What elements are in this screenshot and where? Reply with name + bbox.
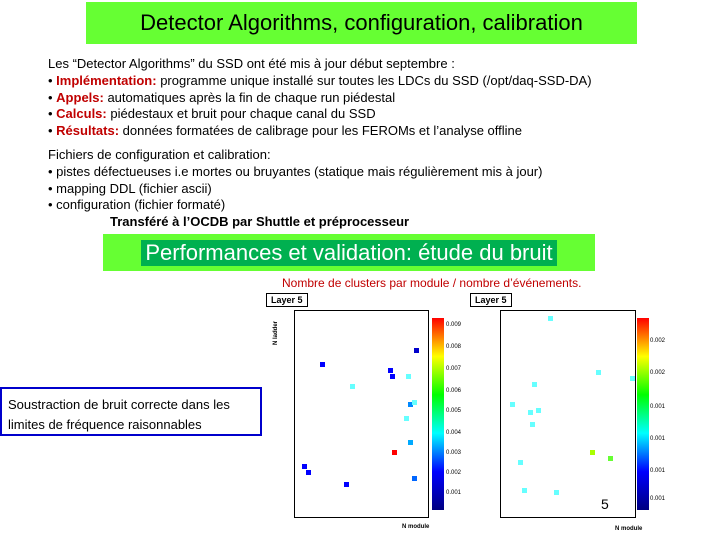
colorbar-tick: 0.008 — [446, 344, 462, 350]
list-item: • Résultats: données formatées de calibrage pour les FEROMs et l’analyse offline — [48, 123, 523, 139]
colorbar — [637, 318, 649, 510]
colorbar-tick: 0.001 — [650, 404, 666, 410]
noise-cell — [554, 490, 559, 495]
noise-cell — [518, 460, 523, 465]
plot-area — [294, 310, 429, 518]
noise-cell — [388, 368, 393, 373]
noise-cell — [528, 410, 533, 415]
noise-cell — [522, 488, 527, 493]
colorbar-tick: 0.009 — [446, 322, 462, 328]
plot-area — [500, 310, 636, 518]
noise-cell — [392, 450, 397, 455]
noise-cell — [532, 382, 537, 387]
noise-cell — [548, 316, 553, 321]
noise-cell — [404, 416, 409, 421]
slide-title — [86, 2, 637, 44]
noise-plot-right — [470, 290, 670, 538]
colorbar-tick: 0.005 — [446, 408, 462, 414]
noise-cell — [414, 348, 419, 353]
list-item: • pistes défectueuses i.e mortes ou bruyantes (statique mais régulièrement mis à jour) — [48, 163, 543, 179]
noise-cell — [302, 464, 307, 469]
performance-title — [103, 234, 595, 271]
detector-algorithms-section — [48, 56, 708, 140]
noise-cell — [630, 376, 635, 381]
noise-cell — [412, 476, 417, 481]
section2-intro: Fichiers de configuration et calibration: — [48, 147, 271, 162]
colorbar-tick: 0.006 — [446, 388, 462, 394]
noise-cell — [306, 470, 311, 475]
noise-cell — [608, 456, 613, 461]
colorbar-tick: 0.001 — [650, 436, 666, 442]
list-item: • Appels: automatiques après la fin de chaque run piédestal — [48, 89, 396, 105]
list-item: • Calculs: piédestaux et bruit pour chaque canal du SSD — [48, 106, 376, 122]
performance-title-text: Performances et validation: étude du bruit — [141, 240, 556, 266]
colorbar-tick: 0.001 — [650, 468, 666, 474]
colorbar-tick: 0.004 — [446, 430, 462, 436]
noise-subtraction-note: Soustraction de bruit correcte dans les limites de fréquence raisonnables — [0, 387, 262, 436]
noise-cell — [408, 440, 413, 445]
noise-cell — [320, 362, 325, 367]
x-axis-title: N module — [402, 524, 430, 530]
colorbar-tick: 0.001 — [446, 490, 462, 496]
list-item: • mapping DDL (fichier ascii) — [48, 180, 212, 196]
noise-cell — [350, 384, 355, 389]
noise-cell — [596, 370, 601, 375]
noise-cell — [412, 400, 417, 405]
noise-cell — [510, 402, 515, 407]
colorbar — [432, 318, 444, 510]
page-number: 5 — [601, 496, 609, 512]
slide-title-text: Detector Algorithms, configuration, calibration — [140, 10, 583, 35]
clusters-label: Nombre de clusters par module / nombre d’événements. — [282, 276, 582, 290]
noise-cell — [344, 482, 349, 487]
colorbar-tick: 0.002 — [650, 338, 666, 344]
noise-cell — [590, 450, 595, 455]
colorbar-tick: 0.001 — [650, 496, 666, 502]
noise-cell — [390, 374, 395, 379]
layer-badge: Layer 5 — [266, 293, 308, 307]
noise-cell — [406, 374, 411, 379]
section1-intro: Les “Detector Algorithms” du SSD ont été mis à jour début septembre : — [48, 56, 455, 71]
transfer-note: Transféré à l’OCDB par Shuttle et préprocesseur — [110, 214, 410, 230]
colorbar-tick: 0.003 — [446, 450, 462, 456]
list-item: • Implémentation: programme unique installé sur toutes les LDCs du SSD (/opt/daq-SSD-DA) — [48, 72, 592, 88]
y-axis-title: N ladder — [273, 320, 280, 346]
colorbar-tick: 0.002 — [446, 470, 462, 476]
noise-cell — [536, 408, 541, 413]
x-axis-title: N module — [615, 526, 643, 532]
noise-cell — [530, 422, 535, 427]
list-item: • configuration (fichier formaté) — [48, 197, 226, 213]
colorbar-tick: 0.007 — [446, 366, 462, 372]
layer-badge: Layer 5 — [470, 293, 512, 307]
colorbar-tick: 0.002 — [650, 370, 666, 376]
configuration-files-section — [48, 147, 708, 231]
noise-plot-left — [262, 290, 472, 538]
